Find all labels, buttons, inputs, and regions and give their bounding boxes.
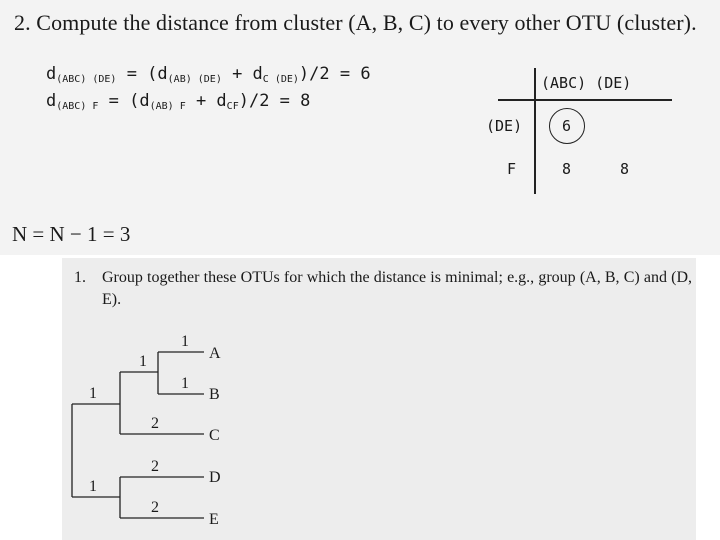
- leaf-label-c: C: [209, 427, 220, 444]
- leaf-label-d: D: [209, 469, 221, 486]
- length-label-de: 1: [89, 478, 97, 495]
- eq2-tail: )/2 = 8: [238, 91, 311, 111]
- eq1-lhs: d: [46, 64, 57, 84]
- matrix-cell-de-abc: 6: [562, 117, 572, 135]
- eq2-lhs-sub: (ABC) F: [56, 101, 99, 112]
- matrix-cell-f-de: 8: [620, 160, 630, 178]
- length-label-e: 2: [151, 499, 159, 516]
- matrix-column-header: (ABC) (DE): [541, 74, 632, 92]
- eq1-lhs-sub: (ABC) (DE): [56, 74, 117, 85]
- length-label-ab: 1: [139, 353, 147, 370]
- leaf-label-b: B: [209, 386, 220, 403]
- length-label-c: 2: [151, 415, 159, 432]
- section-heading: 2. Compute the distance from cluster (A, B, C) to every other OTU (cluster).: [14, 10, 697, 35]
- length-label-b: 1: [181, 375, 189, 392]
- eq2-lhs: d: [46, 91, 57, 111]
- eq1-plus-sub: C (DE): [262, 74, 299, 85]
- length-label-abc: 1: [89, 385, 97, 402]
- length-label-d: 2: [151, 458, 159, 475]
- eq2-plus-sub: CF: [226, 101, 239, 112]
- eq1-mid-sub: (AB) (DE): [167, 74, 222, 85]
- eq2-mid: = (d: [98, 91, 150, 111]
- step-number: 1.: [74, 269, 86, 286]
- eq1-tail: )/2 = 6: [298, 64, 371, 84]
- matrix-row-label-de: (DE): [486, 117, 523, 135]
- matrix-cell-f-abc: 8: [562, 160, 572, 178]
- n-update: N = N − 1 = 3: [12, 222, 131, 246]
- step-text: Group together these OTUs for which the distance is minimal; e.g., group (A, B, C) and (D, E).: [102, 269, 692, 308]
- eq1-plus: + d: [221, 64, 263, 84]
- eq1-mid: = (d: [116, 64, 168, 84]
- leaf-label-e: E: [209, 511, 219, 528]
- leaf-label-a: A: [209, 345, 221, 362]
- eq2-plus: + d: [185, 91, 227, 111]
- length-label-a: 1: [181, 333, 189, 350]
- matrix-row-label-f: F: [507, 160, 517, 178]
- eq2-mid-sub: (AB) F: [149, 101, 186, 112]
